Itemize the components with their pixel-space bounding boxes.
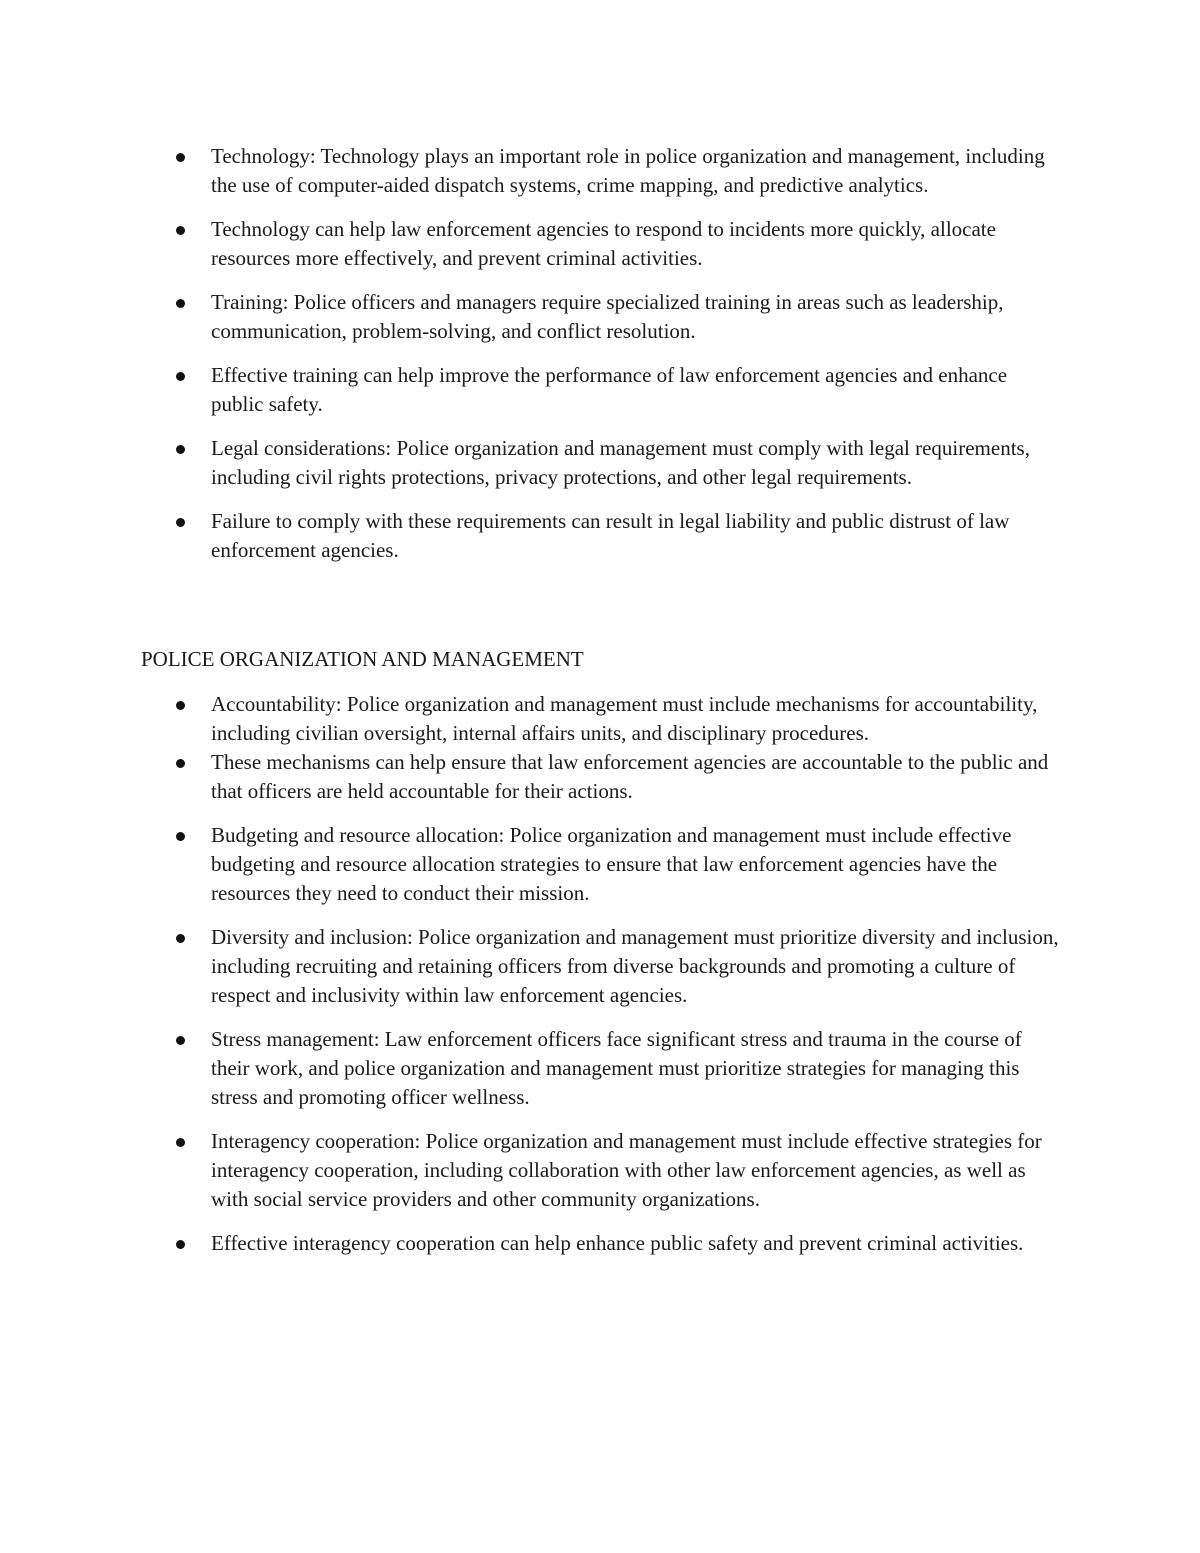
list-item-text: Training: Police officers and managers require specialized training in areas such as leadership, communication, problem-solving, and conflict resolution. [211, 290, 1004, 343]
list-item [0, 923, 1061, 1010]
bullet-icon [176, 372, 185, 381]
list-item [0, 821, 1061, 908]
list-item-text: Accountability: Police organization and management must include mechanisms for accountability, including civilian oversight, internal affairs units, and disciplinary procedures. [211, 692, 1038, 745]
list-item [0, 507, 1061, 565]
bullet-icon [176, 759, 185, 768]
list-item [0, 1229, 1061, 1258]
list-item [0, 434, 1061, 492]
list-item-text: Technology can help law enforcement agencies to respond to incidents more quickly, allocate resources more effectively, and prevent criminal activities. [211, 217, 996, 270]
bullet-list-top [0, 142, 1061, 565]
list-item [0, 215, 1061, 273]
bullet-icon [176, 226, 185, 235]
list-item [0, 1127, 1061, 1214]
list-item-text: Interagency cooperation: Police organization and management must include effective strategies for interagency cooperation, including collaboration with other law enforcement agencies, as well as with social service providers and other community organizations. [211, 1129, 1042, 1211]
list-item-text: Budgeting and resource allocation: Police organization and management must include effective budgeting and resource allocation strategies to ensure that law enforcement agencies have the resources they need to conduct their mission. [211, 823, 1012, 905]
list-item-text: Failure to comply with these requirements can result in legal liability and public distrust of law enforcement agencies. [211, 509, 1010, 562]
bullet-icon [176, 1036, 185, 1045]
bullet-icon [176, 153, 185, 162]
list-item [0, 1025, 1061, 1112]
list-item-text: Effective training can help improve the performance of law enforcement agencies and enhance public safety. [211, 363, 1008, 416]
bullet-icon [176, 1240, 185, 1249]
bullet-icon [176, 934, 185, 943]
bullet-icon [176, 832, 185, 841]
list-item [0, 690, 1061, 748]
bullet-icon [176, 299, 185, 308]
bullet-icon [176, 701, 185, 710]
list-item-text: Diversity and inclusion: Police organization and management must prioritize diversity and inclusion, including recruiting and retaining officers from diverse backgrounds and promoting a culture of respect and inclusivity within law enforcement agencies. [211, 925, 1059, 1007]
list-item [0, 361, 1061, 419]
list-item [0, 142, 1061, 200]
bullet-list-bottom [0, 690, 1061, 1258]
list-item [0, 288, 1061, 346]
bullet-icon [176, 445, 185, 454]
section-heading: POLICE ORGANIZATION AND MANAGEMENT [141, 647, 584, 671]
list-item-text: These mechanisms can help ensure that law enforcement agencies are accountable to the public and that officers are held accountable for their actions. [211, 750, 1049, 803]
bullet-icon [176, 518, 185, 527]
list-item-text: Stress management: Law enforcement officers face significant stress and trauma in the course of their work, and police organization and management must prioritize strategies for managing this stress and promoting officer wellness. [211, 1027, 1022, 1109]
list-item-text: Technology: Technology plays an important role in police organization and management, including the use of computer-aided dispatch systems, crime mapping, and predictive analytics. [211, 144, 1045, 197]
list-item-text: Effective interagency cooperation can help enhance public safety and prevent criminal activities. [211, 1231, 1024, 1255]
bullet-icon [176, 1138, 185, 1147]
list-item-text: Legal considerations: Police organization and management must comply with legal requirements, including civil rights protections, privacy protections, and other legal requirements. [211, 436, 1030, 489]
list-item [0, 748, 1061, 806]
